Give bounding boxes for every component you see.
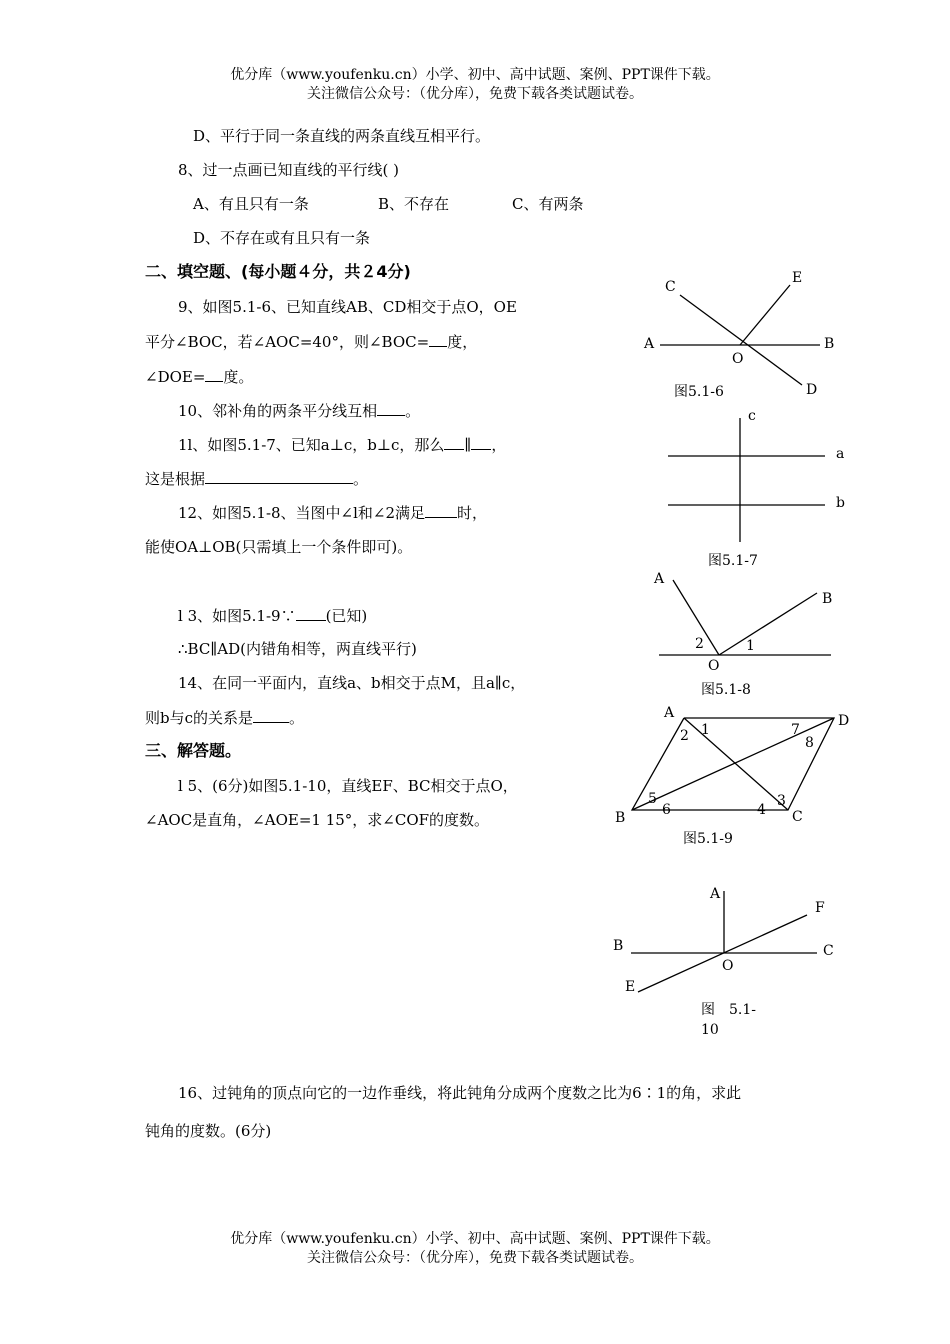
label-angle-7: 7 — [791, 722, 800, 738]
section-2-title: 二、填空题、(每小题４分，共２4分) — [145, 262, 411, 281]
label-e: E — [625, 979, 636, 995]
label-angle-4: 4 — [757, 802, 766, 818]
q13-text: l 3、如图5.1-9∵ — [178, 607, 296, 625]
header-line-2: 关注微信公众号：（优分库），免费下载各类试题试卷。 — [307, 86, 643, 102]
q9-blank-boc[interactable] — [429, 331, 447, 347]
q13-line-1 — [178, 605, 367, 626]
label-angle-2: 2 — [695, 636, 704, 652]
label-b: b — [836, 495, 845, 511]
section-3-title: 三、解答题。 — [145, 741, 242, 760]
label-a: a — [836, 446, 845, 462]
q11-blank-reason[interactable] — [205, 468, 353, 484]
q8-option-a: A、有且只有一条 — [193, 195, 309, 213]
label-c: C — [665, 279, 676, 295]
q11-text: 1l、如图5.1-7、已知a⊥c，b⊥c，那么 — [178, 436, 445, 454]
label-d: D — [806, 382, 818, 398]
label-angle-1: 1 — [746, 638, 755, 654]
label-c: C — [823, 943, 834, 959]
q9-blank-doe[interactable] — [205, 366, 223, 382]
label-angle-2: 2 — [680, 728, 689, 744]
figure-caption: 图5.1-6 — [674, 384, 724, 400]
label-angle-5: 5 — [648, 791, 657, 807]
line-cd — [680, 295, 802, 385]
label-b: B — [824, 336, 835, 352]
q8-option-c: C、有两条 — [512, 195, 584, 213]
label-c: c — [748, 408, 756, 424]
label-o: O — [732, 351, 744, 367]
q10-blank[interactable] — [377, 400, 405, 416]
label-e: E — [792, 270, 803, 286]
q12-line-1 — [178, 502, 487, 523]
q8-stem: 8、过一点画已知直线的平行线( ) — [178, 161, 400, 179]
q10 — [178, 400, 420, 421]
q9-line-3-end: 度。 — [223, 368, 254, 386]
figure-5-1-10 — [605, 875, 845, 1045]
q12-end: 时， — [457, 504, 488, 522]
q10-end: 。 — [405, 402, 421, 420]
q13-blank[interactable] — [296, 605, 326, 621]
q15-line-2: ∠AOC是直角，∠AOE=1 15°，求∠COF的度数。 — [145, 811, 490, 829]
q14-blank[interactable] — [253, 707, 289, 723]
q14-text: 则b与c的关系是 — [145, 709, 254, 727]
q16-line-2: 钝角的度数。(6分) — [145, 1122, 272, 1140]
label-f: F — [815, 900, 825, 916]
label-a: A — [664, 705, 675, 721]
label-b: B — [615, 810, 626, 826]
q9-line-2-text: 平分∠BOC，若∠AOC=40°，则∠BOC= — [145, 333, 430, 351]
label-b: B — [613, 938, 624, 954]
q9-line-3 — [145, 366, 253, 387]
q12-blank[interactable] — [425, 502, 457, 518]
q16-line-1: 16、过钝角的顶点向它的一边作垂线，将此钝角分成两个度数之比为6∶1的角，求此 — [178, 1084, 742, 1102]
label-o: O — [722, 958, 734, 974]
q9-line-1: 9、如图5.1-6、已知直线AB、CD相交于点O，OE — [178, 298, 517, 316]
figure-caption-2: 10 — [701, 1022, 719, 1038]
q10-text: 10、邻补角的两条平分线互相 — [178, 402, 378, 420]
figure-caption: 图5.1-9 — [683, 831, 733, 847]
figure-5-1-8 — [645, 566, 845, 701]
label-angle-1: 1 — [701, 722, 710, 738]
q14-end: 。 — [289, 709, 305, 727]
diagonal-bd — [632, 718, 834, 810]
label-angle-6: 6 — [662, 802, 671, 818]
q11-line-1 — [178, 434, 506, 455]
q9-line-2 — [145, 331, 477, 352]
label-a: A — [654, 571, 665, 587]
q11-end: 。 — [353, 470, 369, 488]
q8-option-b: B、不存在 — [378, 195, 450, 213]
ray-ob — [719, 593, 817, 655]
header-line-1: 优分库（www.youfenku.cn）小学、初中、高中试题、案例、PPT课件下载。 — [230, 67, 720, 83]
figure-caption-1: 图 5.1- — [701, 1002, 756, 1018]
q9-line-2-end: 度， — [447, 333, 478, 351]
label-angle-3: 3 — [777, 793, 786, 809]
diagonal-ac — [684, 718, 788, 810]
q11-comma: ， — [491, 436, 507, 454]
label-a: A — [644, 336, 655, 352]
ray-oe — [740, 285, 790, 345]
figure-caption: 图5.1-8 — [701, 682, 751, 698]
figure-5-1-6 — [630, 260, 850, 405]
label-a: A — [710, 886, 721, 902]
label-angle-8: 8 — [805, 735, 814, 751]
q11-blank-2[interactable] — [471, 434, 491, 450]
q15-line-1: l 5、(6分)如图5.1-10，直线EF、BC相交于点O， — [178, 777, 518, 795]
figure-5-1-7 — [660, 402, 860, 574]
q12-line-2: 能使OA⊥OB(只需填上一个条件即可)。 — [145, 538, 413, 556]
figure-5-1-9 — [605, 700, 855, 855]
q12-text: 12、如图5.1-8、当图中∠l和∠2满足 — [178, 504, 426, 522]
q8-option-d: D、不存在或有且只有一条 — [193, 229, 371, 247]
q11-reason-text: 这是根据 — [145, 470, 206, 488]
q14-line-1: 14、在同一平面内，直线a、b相交于点M，且a∥c， — [178, 674, 526, 692]
footer-line-2: 关注微信公众号：（优分库），免费下载各类试题试卷。 — [307, 1250, 643, 1266]
q11-blank-1[interactable] — [444, 434, 464, 450]
q13-known: (已知) — [325, 607, 368, 625]
label-b: B — [822, 591, 833, 607]
q11-parallel-sign: ∥ — [464, 436, 472, 454]
q14-line-2 — [145, 707, 304, 728]
label-d: D — [838, 713, 850, 729]
q11-line-2 — [145, 468, 368, 489]
label-o: O — [708, 658, 720, 674]
q13-line-2: ∴BC∥AD(内错角相等，两直线平行) — [178, 640, 417, 658]
q9-line-3-text: ∠DOE= — [145, 368, 206, 386]
label-c: C — [792, 809, 803, 825]
figure-caption: 图5.1-7 — [708, 553, 758, 569]
footer-line-1: 优分库（www.youfenku.cn）小学、初中、高中试题、案例、PPT课件下载。 — [230, 1231, 720, 1247]
q7-option-d: D、平行于同一条直线的两条直线互相平行。 — [193, 127, 491, 145]
